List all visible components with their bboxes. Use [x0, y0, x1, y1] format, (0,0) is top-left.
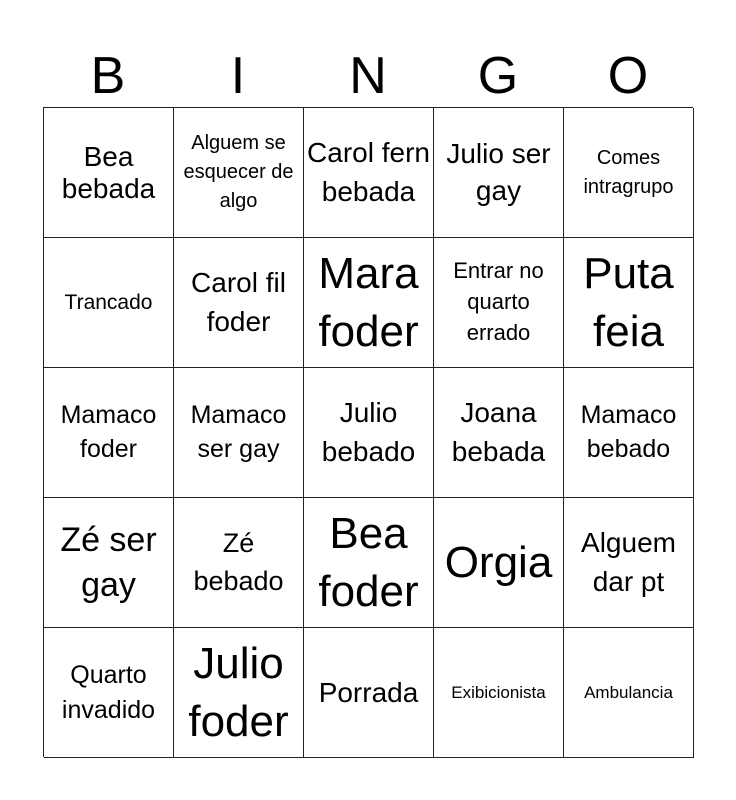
cell-label: Julio ser gay: [446, 137, 551, 206]
bingo-cell[interactable]: [434, 498, 564, 628]
cell-label: Alguem se esquecer de algo: [183, 132, 294, 212]
bingo-cell[interactable]: [304, 238, 434, 368]
cell-label: Porrada: [318, 676, 419, 708]
cell-label: Zé bebado: [193, 527, 284, 596]
cell-label: Entrar no quarto errado: [453, 258, 544, 345]
bingo-cell[interactable]: [564, 108, 694, 238]
bingo-cell[interactable]: [174, 238, 304, 368]
bingo-cell[interactable]: [174, 628, 304, 758]
bingo-cell[interactable]: [304, 498, 434, 628]
header-letter-g: G: [477, 47, 519, 105]
bingo-header: [43, 44, 693, 108]
header-letter-n: N: [349, 47, 387, 105]
bingo-cell[interactable]: [304, 368, 434, 498]
bingo-cell[interactable]: [434, 368, 564, 498]
cell-label: Puta feia: [583, 249, 674, 356]
header-letter-i: I: [230, 47, 246, 105]
bingo-cell[interactable]: [564, 238, 694, 368]
cell-label: Joana bebada: [451, 396, 546, 467]
cell-label: Exibicionista: [451, 682, 546, 702]
bingo-cell[interactable]: [44, 108, 174, 238]
bingo-board: [43, 107, 693, 757]
bingo-cell[interactable]: [304, 628, 434, 758]
bingo-cell[interactable]: [564, 628, 694, 758]
bingo-cell[interactable]: [564, 368, 694, 498]
bingo-cell[interactable]: [174, 108, 304, 238]
cell-label: Bea bebada: [61, 141, 156, 204]
cell-label: Mamaco bebado: [580, 400, 677, 463]
cell-label: Carol fil foder: [191, 266, 286, 337]
cell-label: Bea foder: [318, 509, 419, 616]
cell-label: Trancado: [64, 290, 153, 314]
header-letter-o: O: [607, 47, 649, 105]
cell-label: Mamaco ser gay: [190, 400, 287, 463]
cell-label: Quarto invadido: [61, 660, 156, 724]
cell-label: Julio bebado: [321, 396, 416, 467]
bingo-cell[interactable]: [434, 628, 564, 758]
bingo-cell[interactable]: [44, 628, 174, 758]
cell-label: Orgia: [444, 537, 553, 587]
bingo-cell[interactable]: [44, 368, 174, 498]
bingo-cell[interactable]: [564, 498, 694, 628]
bingo-cell[interactable]: [44, 238, 174, 368]
bingo-cell[interactable]: [44, 498, 174, 628]
cell-label: Mamaco foder: [60, 400, 157, 463]
cell-label: Julio foder: [188, 639, 289, 746]
bingo-cell[interactable]: [434, 108, 564, 238]
cell-label: Zé ser gay: [60, 521, 157, 604]
bingo-cell[interactable]: [174, 368, 304, 498]
cell-label: Ambulancia: [584, 682, 673, 702]
cell-label: Alguem dar pt: [581, 526, 676, 597]
cell-label: Comes intragrupo: [583, 146, 674, 198]
cell-label: Mara foder: [318, 249, 419, 356]
bingo-cell[interactable]: [174, 498, 304, 628]
header-letter-b: B: [90, 47, 126, 105]
bingo-cell[interactable]: [434, 238, 564, 368]
bingo-cell[interactable]: [304, 108, 434, 238]
cell-label: Carol fern bebada: [307, 136, 430, 207]
